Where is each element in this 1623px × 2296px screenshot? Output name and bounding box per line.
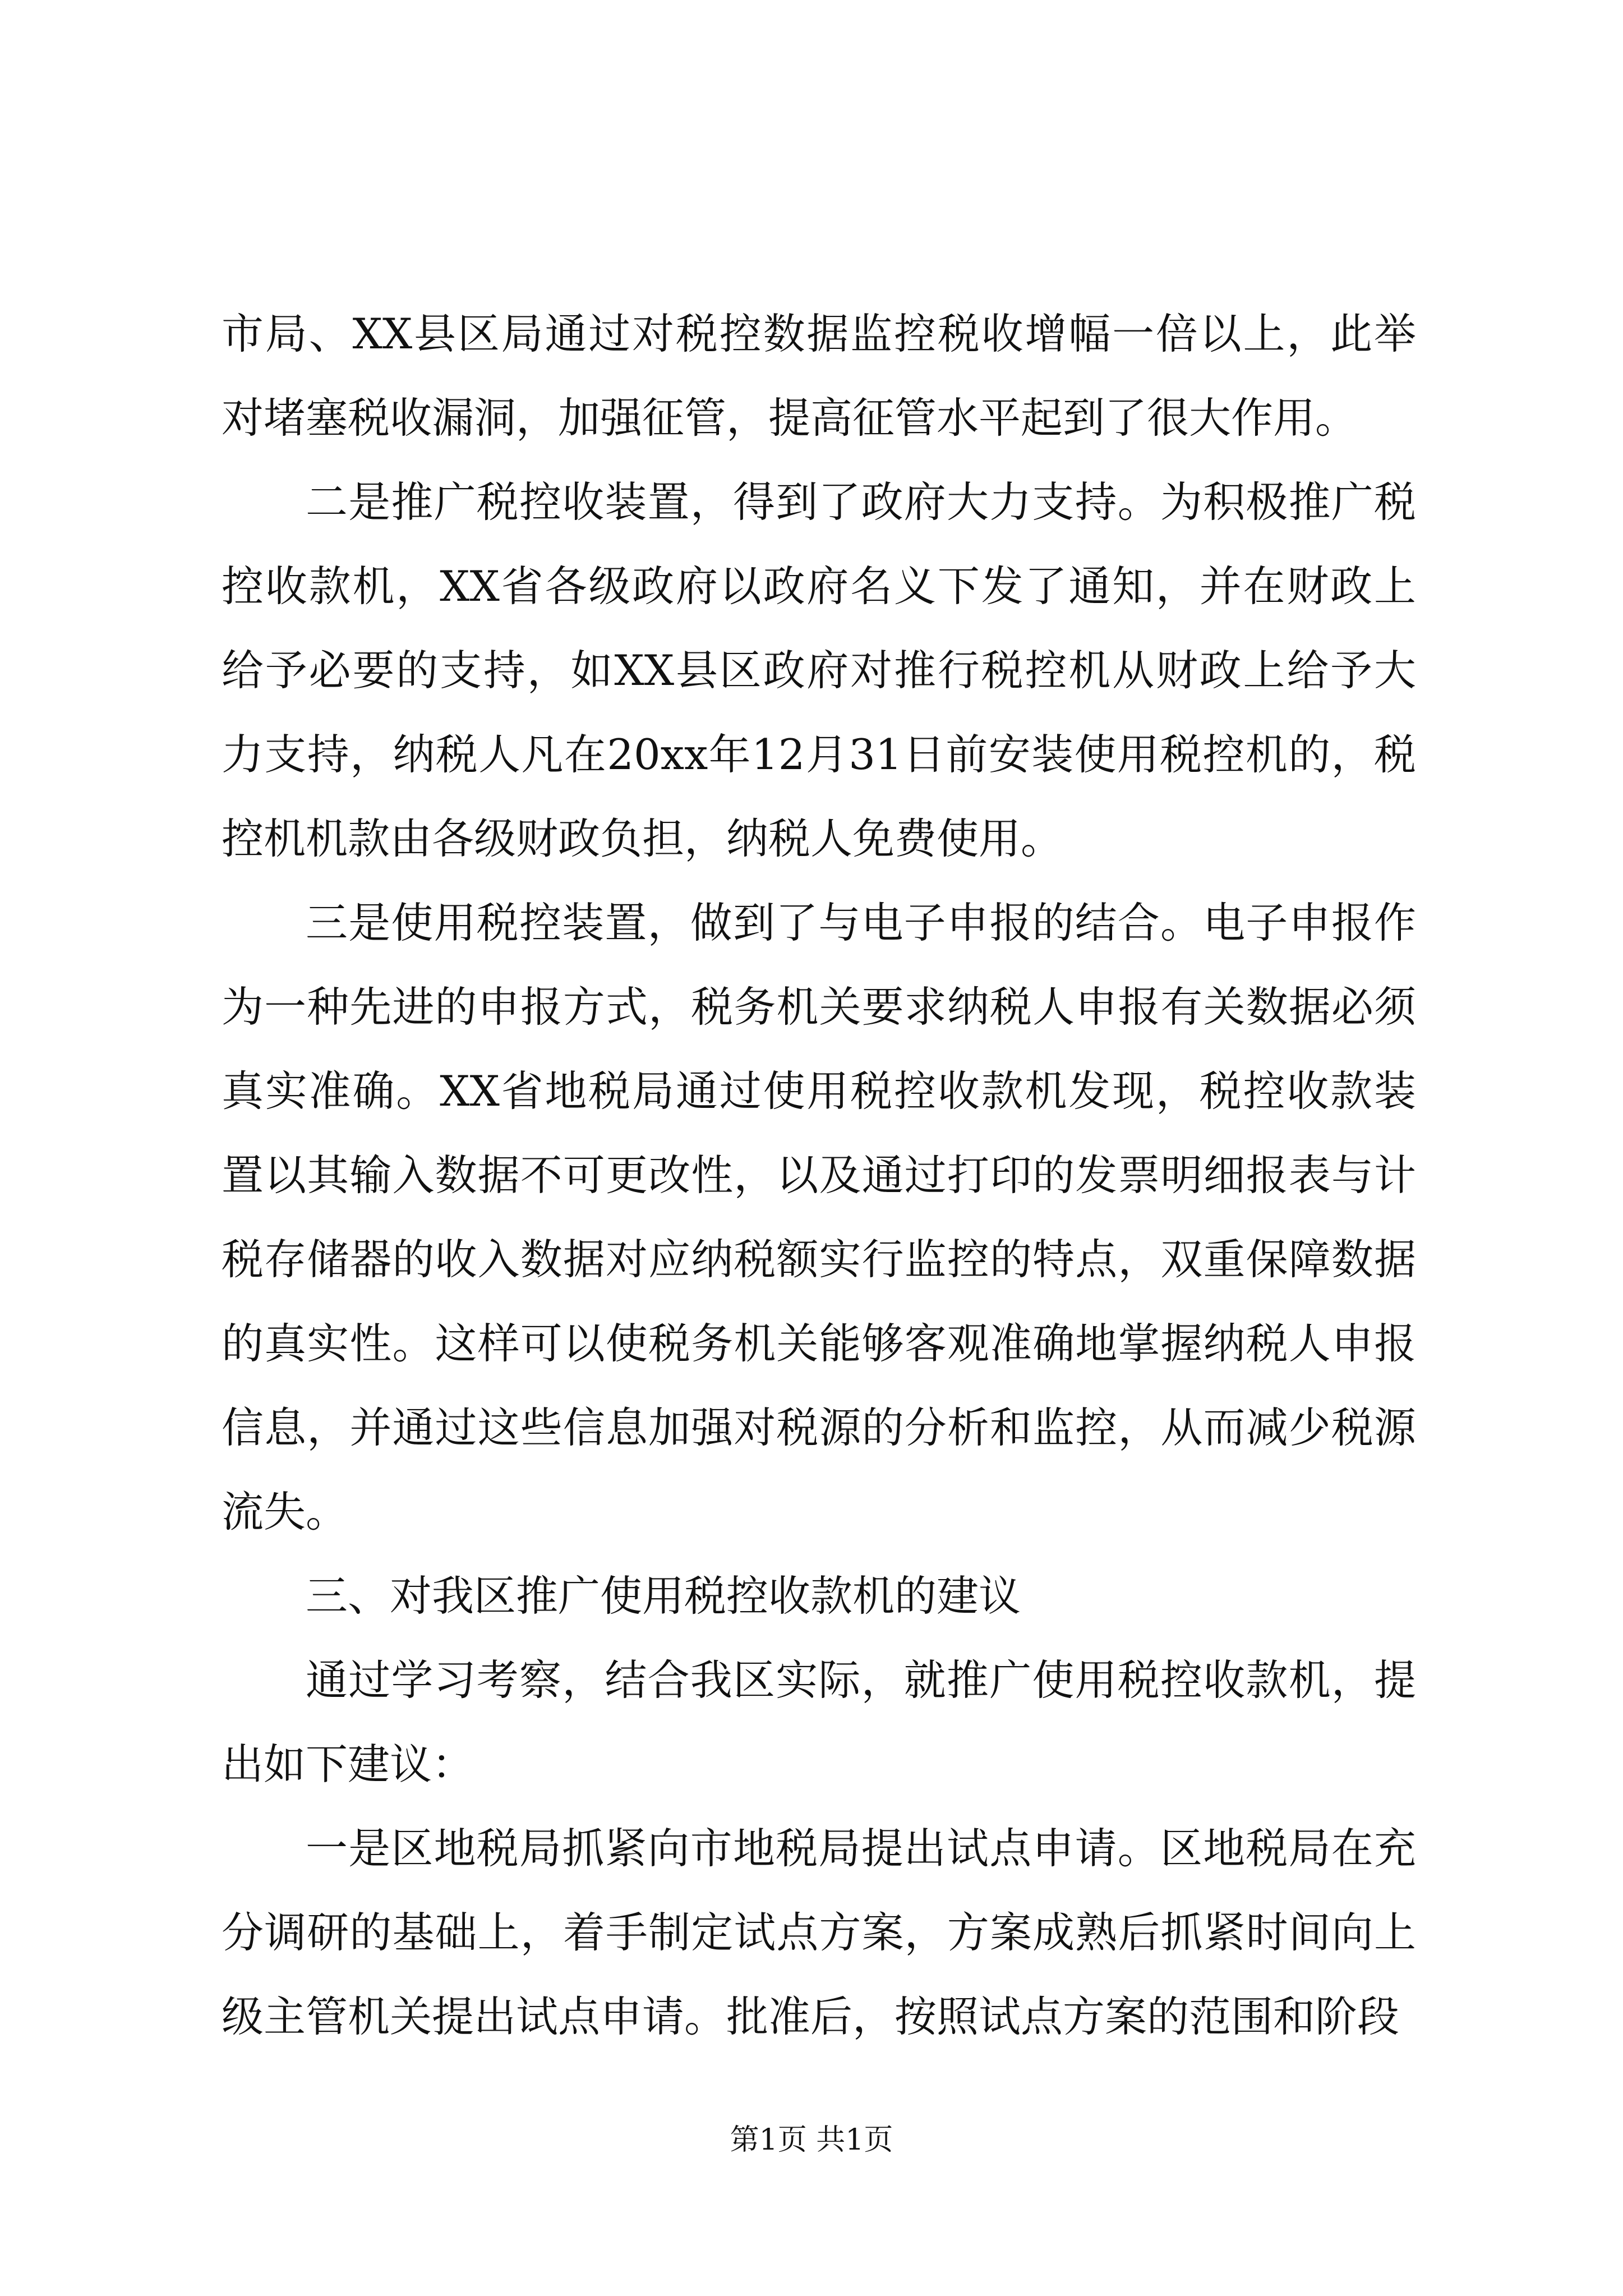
paragraph-pilot-application: 一是区地税局抓紧向市地税局提出试点申请。区地税局在充分调研的基础上，着手制定试点方案，方案成熟后抓紧时间向上级主管机关提出试点申请。批准后，按照试点方案的范围和阶段	[222, 1824, 1416, 2041]
page-footer: 第1页 共1页	[730, 2123, 893, 2157]
section-heading-suggestions: 三、对我区推广使用税控收款机的建议	[306, 1571, 1021, 1621]
paragraph-continuation: 市局、XX县区局通过对税控数据监控税收增幅一倍以上，此举对堵塞税收漏洞，加强征管，提高征管水平起到了很大作用。	[222, 309, 1416, 443]
document-body	[222, 292, 1416, 2059]
paragraph-suggestions-intro: 通过学习考察，结合我区实际，就推广使用税控收款机，提出如下建议：	[222, 1655, 1416, 1789]
paragraph-electronic-filing: 三是使用税控装置，做到了与电子申报的结合。电子申报作为一种先进的申报方式，税务机关要求纳税人申报有关数据必须真实准确。XX省地税局通过使用税控收款机发现，税控收款装置以其输入数据不可更改性，以及通过打印的发票明细报表与计税存储器的收入数据对应纳税额实行监控的特点，双重保障数据的真实性。这样可以使税务机关能够客观准确地掌握纳税人申报信息，并通过这些信息加强对税源的分析和监控，从而减少税源流失。	[222, 898, 1416, 1536]
paragraph-government-support: 二是推广税控收装置，得到了政府大力支持。为积极推广税控收款机，XX省各级政府以政府名义下发了通知，并在财政上给予必要的支持，如XX县区政府对推行税控机从财政上给予大力支持，纳税人凡在20xx年12月31日前安装使用税控机的，税控机机款由各级财政负担，纳税人免费使用。	[222, 477, 1416, 863]
